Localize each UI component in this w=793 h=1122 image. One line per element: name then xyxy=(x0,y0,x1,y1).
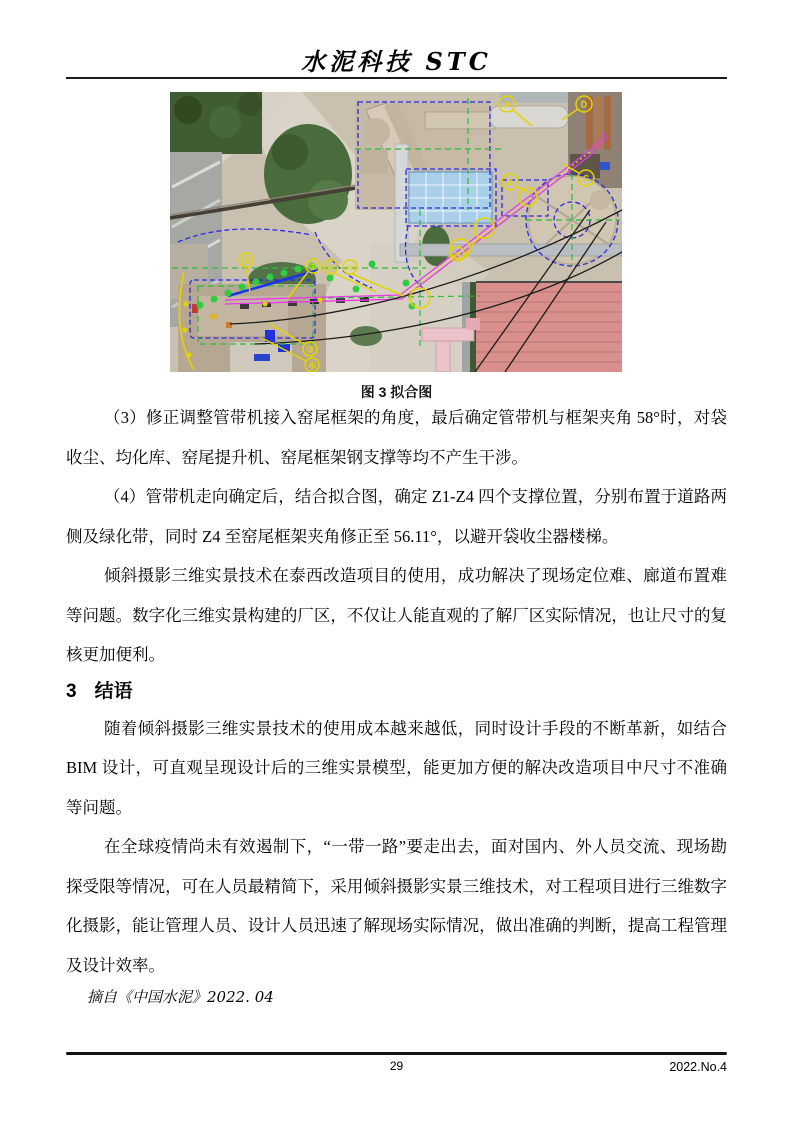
section-title: 结语 xyxy=(94,680,133,702)
marker-label-22: 22 xyxy=(346,265,354,272)
header-divider xyxy=(66,77,727,79)
paragraph-summary: 倾斜摄影三维实景技术在泰西改造项目的使用，成功解决了现场定位难、廊道布置难等问题。数字化三维实景构建的厂区，不仅让人能直观的了解厂区实际情况，也让尺寸的复核更加便利。 xyxy=(66,566,727,664)
page-number: 29 xyxy=(389,1059,404,1073)
source-citation: 摘自《中国水泥》2022. 04 xyxy=(87,988,274,1006)
marker-label-3: ③ xyxy=(305,344,315,355)
page-title: 水泥科技 STC xyxy=(301,47,492,76)
section-heading xyxy=(66,677,727,707)
red-roof-building xyxy=(462,282,622,372)
paragraph-3: （3）修正调整管带机接入窑尾框架的角度，最后确定管带机与框架夹角 58°时，对袋收尘、均化库、窑尾提升机、窑尾框架钢支撑等均不产生干涉。 xyxy=(66,408,727,467)
article-body xyxy=(66,398,727,1009)
marker-label-2: ② xyxy=(308,261,318,272)
figure-image xyxy=(170,92,622,372)
marker-label-24: 24 xyxy=(453,252,461,259)
marker-label-a: A xyxy=(503,99,511,110)
marker-label-c: C xyxy=(582,173,590,184)
marker-label-b: B xyxy=(506,177,514,188)
figure-caption: 图 3 拟合图 xyxy=(360,384,433,400)
marker-label-21: 21 xyxy=(327,265,335,272)
paragraph-conclusion-2: 在全球疫情尚未有效遏制下，“一带一路”要走出去，面对国内、外人员交流、现场勘探受限等情况，可在人员最精简下，采用倾斜摄影实景三维技术，对工程项目进行三维数字化摄影，能让管理人员、设计人员迅速了解现场实际情况，做出准确的判断，提高工程管理及设计效率。 xyxy=(66,837,727,975)
issue-number: 2022.No.4 xyxy=(669,1060,727,1074)
marker-label-4: ④ xyxy=(307,360,317,371)
paragraph-conclusion-1: 随着倾斜摄影三维实景技术的使用成本越来越低，同时设计手段的不断革新，如结合 BIM 设计，可直观呈现设计后的三维实景模型，能更加方便的解决改造项目中尺寸不准确等问题。 xyxy=(66,718,727,817)
blue-roof-building xyxy=(409,172,492,223)
marker-label-1: ① xyxy=(241,255,251,266)
marker-label-d: D xyxy=(580,99,588,110)
footer-divider xyxy=(66,1052,727,1055)
paragraph-4: （4）管带机走向确定后，结合拟合图，确定 Z1-Z4 四个支撑位置，分别布置于道路两侧及绿化带，同时 Z4 至窑尾框架夹角修正至 56.11°，以避开袋收尘器楼梯。 xyxy=(66,487,727,546)
section-number: 3 xyxy=(66,680,77,702)
aerial-photo xyxy=(170,92,622,372)
